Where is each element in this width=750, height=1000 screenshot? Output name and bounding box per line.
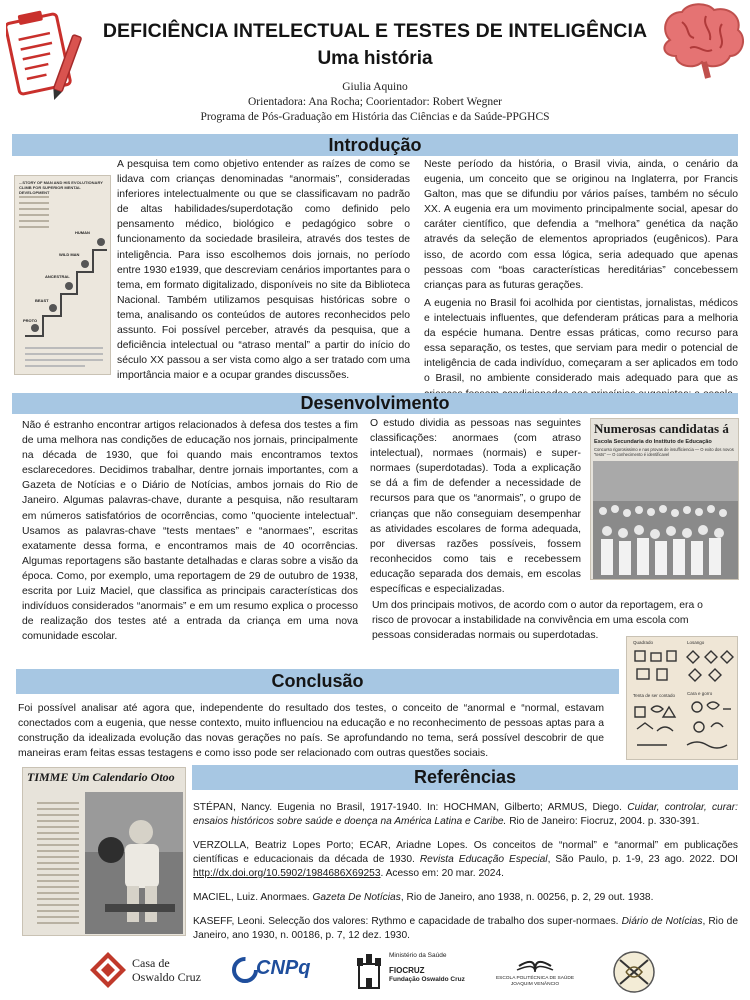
- intro-text-right-1: Neste período da história, o Brasil vivia, ainda, o cenário da eugenia, um conceito que se originou na Inglaterra, por Francis Galton, mas que se difundiu por vários países, também no século XX. A eugenia era um movimento principalmente social, apesar do caráter científico, que defendia a “melhora” genética da nação através da seleção de elementos apropriados (eugênicos). Para isso, de acordo com essa lógica, seria adequado que apenas pessoas com “boas características hereditárias” concebessem crianças para as futuras gerações.: [424, 159, 738, 291]
- section-desenvolvimento: [12, 393, 738, 414]
- reference-title: Cuidar, controlar, curar: ensaios históricos sobre saúde e doença na América Latina e Caribe.: [193, 802, 738, 827]
- fiocruz-text: FIOCRUZ: [389, 966, 425, 975]
- logo-epsjv: [495, 952, 575, 992]
- test-figures-clipping: [626, 636, 738, 760]
- reference-text: Rio de Janeiro: Fiocruz, 2004. p. 330-391.: [506, 815, 700, 827]
- logo-fiocruz: [355, 950, 475, 992]
- casa-oswaldo-cruz-icon: [90, 952, 126, 988]
- poster-subtitle: Uma história: [317, 48, 433, 69]
- epsjv-line2: JOAQUIM VENÂNCIO: [510, 982, 560, 987]
- fiocruz-castle-icon: [355, 952, 383, 990]
- crowd-photo: [593, 461, 738, 579]
- clipping-label: WILD MAN: [59, 252, 80, 257]
- clipping-headline: TIMME Um Calendario Otoo: [27, 770, 175, 784]
- reference-text: VERZOLLA, Beatriz Lopes Porto; ECAR, Ariadne Lopes. Os conceitos de “normal” e “anormal” em publicações científicas e educacionais da década de 1930.: [193, 840, 738, 865]
- reference-text: . Acesso em: 20 mar. 2024.: [380, 867, 504, 879]
- reference-entry: [193, 839, 738, 880]
- clipping-label: HUMAN: [75, 230, 90, 235]
- reference-text: MACIEL, Luiz. Anormaes.: [193, 892, 313, 903]
- section-title-conclusao: Conclusão: [271, 671, 364, 691]
- clipping-label: ANCESTRAL: [45, 274, 70, 279]
- section-introducao: [12, 134, 738, 156]
- reference-title: Gazeta De Notícias: [312, 892, 401, 903]
- institutional-emblem-icon: [612, 950, 656, 994]
- poster-title: DEFICIÊNCIA INTELECTUAL E TESTES DE INTELIGÊNCIA: [102, 20, 648, 42]
- cnpq-text: CNPq: [256, 957, 311, 979]
- clipping-heading: ...STORY OF MAN AND HIS EVOLUTIONARY CLIMB FOR SUPERIOR MENTAL DEVELOPMENT: [19, 180, 103, 195]
- dev-text-middle: O estudo dividia as pessoas nas seguintes classificações: anormaes (com atraso intelectual), normaes (normais) e super-normaes (superdotadas). Toda a explicação se dá a fim de defender a necessidade de recursos para que os “anormais”, o grupo de crianças que não conseguiam desempenhar as atividades escolares de forma adequada, por diversas razões possíveis, fossem reconhecidos como tais e recebessem educação separada dos demais, em escolas específicas e especializadas.: [370, 418, 581, 596]
- reference-entry: [193, 915, 738, 943]
- section-conclusao: [16, 669, 619, 694]
- newspaper-clipping-evolution: [14, 175, 111, 375]
- reference-entry: [193, 801, 738, 829]
- dev-text-bottom: Um dos principais motivos, de acordo com o autor da reportagem, era o risco de provocar a instabilidade na convivência em uma escola com pessoas consideradas normais ou superdotadas.: [372, 600, 703, 642]
- intro-text-left: A pesquisa tem como objetivo entender as raízes de como se lidava com crianças denominadas “anormais”, consideradas inferiores intelectualmente ou que se classificavam no padrão de altas habilidades/superdotação como definido pelo pensamento médico, biológico e pedagógico sobre o funcionamento da sociedade brasileira, através dos testes de inteligência. Para isso escolhemos dois jornais, no período entre 1930 e1939, que descreviam cenários importantes para o tema, em formato digitalizado, disponíveis no site da Biblioteca Nacional. Também utilizamos pesquisas históricas sobre o tema, analisando os conteúdos de autores reconhecidos pelo assunto. Foi possível perceber, através da pesquisa, que a deficiência intelectual ou “atraso mental” a partir do início do século XX passou a ser vista como algo a ser tratado com uma importância maior e a ocupar grandes discussões.: [117, 159, 410, 382]
- reference-text: , Rio de Janeiro, ano 1930, n. 00186, p. 7, 12 dez. 1930.: [193, 916, 738, 941]
- dev-text-left: Não é estranho encontrar artigos relacionados à defesa dos testes a fim de uma melhora nas condições de educação nos jornais, principalmente na década de 1930, que foi quando mais encontramos textos esclarecedores. Decidimos trabalhar, dentre jornais importantes, com a Gazeta de Notícias e o Diário de Notícias, ambos jornais do Rio de Janeiro. Algumas palavras-chave, durante a pesquisa, não resultaram em números satisfatórios de ocorrências, como "quociente intelectual". Usamos as palavras-chave “tests mentaes” e “anormaes”, escritas exatamente dessa forma, e encontramos mais de 40 ocorrências. Algumas reportagens são bastante detalhadas e claras sobre a visão da época. Como, por exemplo, uma reportagem de 29 de outubro de 1938, escrita por Luiz Maciel, que classifica as principais características dos indivíduos considerados “anormais” e em um resumo explica o processo de realização dos testes até a entrada da criança em uma nova comunidade escolar.: [22, 420, 358, 643]
- logo-casa-oswaldo-cruz: [90, 950, 210, 990]
- newspaper-clipping-calendario: [22, 767, 186, 936]
- casa-line2: Oswaldo Cruz: [132, 970, 201, 984]
- reference-title: Revista Educação Especial: [419, 853, 548, 865]
- section-title-referencias: Referências: [413, 767, 517, 787]
- section-title-desenvolvimento: Desenvolvimento: [300, 393, 450, 413]
- clipping-label: Quadrado: [633, 640, 654, 645]
- clipping-label: Cara e gorro: [687, 691, 713, 696]
- reference-text: STÉPAN, Nancy. Eugenia no Brasil, 1917-1940. In: HOCHMAN, Gilberto; ARMUS, Diego.: [193, 802, 628, 813]
- reference-text: KASEFF, Leoni. Selecção dos valores: Rythmo e capacidade de trabalho dos super-normaes.: [193, 916, 622, 927]
- newspaper-caption: Concurso rigorosissimo e nas provas de insufficiencia — O exito dos novos “tests” — O conhecimento é identificavel: [594, 447, 734, 457]
- clipping-label: BEAST: [35, 298, 49, 303]
- ministerio-text: Ministério da Saúde: [389, 952, 447, 959]
- newspaper-subheadline: Escola Secundaria do Instituto de Educação: [594, 439, 712, 445]
- program-name: Programa de Pós-Graduação em História das Ciências e da Saúde-PPGHCS: [200, 111, 550, 123]
- casa-line1: Casa de: [132, 956, 170, 970]
- doi-link[interactable]: http://dx.doi.org/10.5902/1984686X69253: [193, 867, 381, 879]
- section-referencias: [192, 765, 738, 790]
- advisors: Orientadora: Ana Rocha; Coorientador: Robert Wegner: [247, 96, 503, 108]
- reference-text: , Rio de Janeiro, ano 1938, n. 00256, p. 2, 29 out. 1938.: [400, 892, 654, 903]
- section-title-introducao: Introdução: [328, 135, 422, 155]
- newspaper-photo-candidatas: [590, 418, 739, 580]
- reference-title: Diário de Notícias: [621, 916, 703, 927]
- open-book-icon: [515, 952, 555, 974]
- newspaper-headline: Numerosas candidatas á: [594, 421, 729, 436]
- fiocruz-subtext: Fundação Oswaldo Cruz: [389, 976, 465, 983]
- intro-text-right-2: A eugenia no Brasil foi acolhida por cientistas, jornalistas, médicos e intelectuais influentes, que defenderam práticas para a melhoria da espécie humana. Dentre essas práticas, como recurso para essa separação, os testes, que serviam para medir o potencial de inteligência de cada indivíduo, começaram a ser aplicados em todo o Brasil, no ambiente considerado mais adequado para que as: [424, 298, 738, 385]
- epsjv-line1: ESCOLA POLITÉCNICA DE SAÚDE: [495, 976, 575, 981]
- cnpq-swirl-icon: [232, 957, 258, 983]
- shape-drawings: [627, 637, 738, 760]
- conclusion-text: Foi possível analisar até agora que, independente do resultado dos testes, o conceito de “anormal e “normal, estavam conectados com a eugenia, que nesse contexto, muito influenciou na educação e no reconhecimento de pessoas aptas para a construção da idealizada evolução das novas gerações no país. Se aprofundando no tema, será possível descobrir de que maneiras eram feitas essas testagens e como isso pode ser relacionado com outras questões sociais.: [18, 703, 604, 760]
- clipping-label: Losango: [687, 640, 705, 645]
- reference-text: , São Paulo, p. 1-9, 23 ago. 2022. DOI: [547, 853, 738, 865]
- child-photo: [85, 792, 183, 934]
- clipping-label: Tenta de ser contado: [633, 693, 676, 698]
- clipping-label: PROTO: [23, 318, 38, 323]
- reference-entry: [193, 891, 738, 905]
- author-name: Giulia Aquino: [342, 81, 408, 93]
- logo-cnpq: [232, 955, 322, 987]
